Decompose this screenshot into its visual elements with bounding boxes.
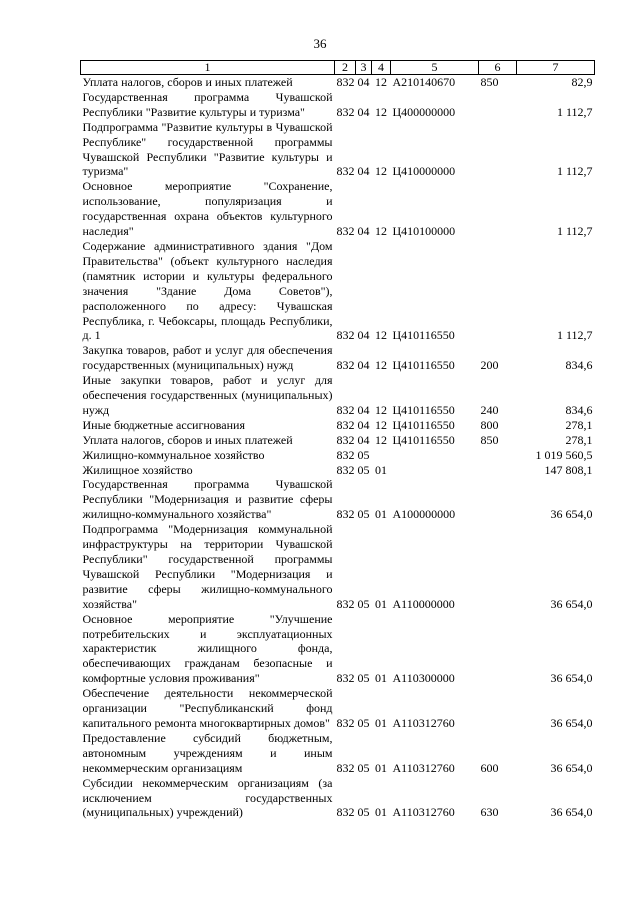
table-row xyxy=(81,179,595,239)
header-col-6: 6 xyxy=(479,61,517,75)
row-section-code: 05 xyxy=(357,596,370,611)
row-admin-code: 832 xyxy=(336,417,355,432)
row-name-cell: Иные закупки товаров, работ и услуг для обеспечения государственных (муниципальных) нужд xyxy=(82,373,333,417)
row-target-article: Ц410000000 xyxy=(392,164,456,179)
budget-table xyxy=(80,60,595,820)
row-section-code: 04 xyxy=(357,432,370,447)
row-expense-type: 200 xyxy=(480,358,499,373)
table-row xyxy=(81,448,595,463)
row-name-cell: Субсидии некоммерческим организациям (за исключением государственных (муниципальных) учреждений) xyxy=(82,775,333,820)
row-admin-code: 832 xyxy=(336,358,355,373)
row-name-cell: Основное мероприятие "Сохранение, использование, популяризация и государственная охрана объектов культурного наследия" xyxy=(82,179,333,239)
table-row xyxy=(81,612,595,687)
row-name-cell: Жилищно-коммунальное хозяйство xyxy=(82,447,265,462)
row-subsection-code: 12 xyxy=(375,75,387,89)
row-section-code: 05 xyxy=(357,671,370,686)
row-subsection-code: 12 xyxy=(375,358,387,373)
row-subsection-code: 01 xyxy=(375,760,387,775)
row-subsection-code: 01 xyxy=(375,715,387,730)
row-target-article: А110312760 xyxy=(392,805,455,820)
row-target-article: Ц410116550 xyxy=(392,417,455,432)
row-subsection-code: 12 xyxy=(375,224,387,239)
row-name-cell: Подпрограмма "Развитие культуры в Чувашской Республике" государственной программы Чувашской Республики "Развитие культуры и туризма" xyxy=(82,119,333,179)
row-target-article: Ц410116550 xyxy=(392,402,455,417)
table-row xyxy=(81,686,595,731)
table-row xyxy=(81,75,595,90)
row-admin-code: 832 xyxy=(336,224,355,239)
row-name-cell: Основное мероприятие "Улучшение потребительских и эксплуатационных характеристик жилищного фонда, обеспечивающих гражданам безопасные и комфортные условия проживания" xyxy=(82,611,333,686)
row-expense-type xyxy=(479,179,517,239)
row-target-article: А110312760 xyxy=(392,715,455,730)
row-admin-code: 832 xyxy=(336,75,355,89)
table-row xyxy=(81,90,595,120)
row-target-article: Ц410116550 xyxy=(392,358,455,373)
row-name-cell: Государственная программа Чувашской Республики "Развитие культуры и туризма" xyxy=(82,89,333,119)
row-name-cell: Государственная программа Чувашской Республики "Модернизация и развитие сферы жилищно-коммунального хозяйства" xyxy=(82,477,333,522)
header-col-1: 1 xyxy=(81,61,335,75)
row-admin-code: 832 xyxy=(336,462,355,477)
row-admin-code: 832 xyxy=(336,432,355,447)
row-target-article: Ц400000000 xyxy=(392,104,456,119)
row-amount: 1 019 560,5 xyxy=(535,447,593,462)
row-admin-code: 832 xyxy=(336,671,355,686)
row-admin-code: 832 xyxy=(336,447,355,462)
row-name-cell: Иные бюджетные ассигнования xyxy=(82,417,245,432)
row-amount: 1 112,7 xyxy=(556,328,593,343)
row-target-article: Ц410116550 xyxy=(392,432,455,447)
row-section-code: 04 xyxy=(357,417,370,432)
page-number: 36 xyxy=(313,36,327,51)
row-section-code: 04 xyxy=(357,104,370,119)
row-subsection-code: 01 xyxy=(375,462,387,477)
row-name-cell: Уплата налогов, сборов и иных платежей xyxy=(82,75,293,89)
row-section-code: 05 xyxy=(357,715,370,730)
row-target-article: Ц410116550 xyxy=(392,328,455,343)
row-subsection-code: 01 xyxy=(375,507,387,522)
row-subsection-code: 12 xyxy=(375,417,387,432)
row-subsection-code: 12 xyxy=(375,328,387,343)
row-section-code: 05 xyxy=(357,507,370,522)
table-header-row xyxy=(81,61,595,75)
table-body xyxy=(81,75,595,821)
row-admin-code: 832 xyxy=(336,507,355,522)
row-admin-code: 832 xyxy=(336,164,355,179)
row-expense-type: 850 xyxy=(480,75,499,89)
row-admin-code: 832 xyxy=(336,402,355,417)
table-row xyxy=(81,776,595,821)
row-amount: 278,1 xyxy=(565,417,593,432)
row-subsection-code: 12 xyxy=(375,402,387,417)
row-section-code: 05 xyxy=(357,447,370,462)
row-section-code: 04 xyxy=(357,224,370,239)
row-expense-type: 800 xyxy=(480,417,499,432)
row-expense-type: 630 xyxy=(480,805,499,820)
row-amount: 834,6 xyxy=(565,402,593,417)
table-row xyxy=(81,239,595,343)
header-col-3: 3 xyxy=(356,61,372,75)
row-target-article: А110300000 xyxy=(392,671,455,686)
row-name-cell: Закупка товаров, работ и услуг для обеспечения государственных (муниципальных) нужд xyxy=(82,343,333,373)
row-amount: 36 654,0 xyxy=(550,760,593,775)
row-target-article: А210140670 xyxy=(392,75,456,89)
table-row xyxy=(81,373,595,418)
row-amount: 1 112,7 xyxy=(556,224,593,239)
row-expense-type xyxy=(479,239,517,343)
row-expense-type xyxy=(479,686,517,731)
row-expense-type xyxy=(479,448,517,463)
row-expense-type xyxy=(479,477,517,522)
row-target-article: Ц410100000 xyxy=(392,224,456,239)
row-amount: 82,9 xyxy=(571,75,593,89)
row-expense-type xyxy=(479,612,517,687)
row-expense-type xyxy=(479,463,517,478)
row-admin-code: 832 xyxy=(336,328,355,343)
row-target-article: А100000000 xyxy=(392,507,456,522)
table-row xyxy=(81,433,595,448)
row-subsection-code: 01 xyxy=(375,671,387,686)
row-subsection-code: 12 xyxy=(375,432,387,447)
row-section-code: 04 xyxy=(357,358,370,373)
row-subsection-code: 01 xyxy=(375,596,387,611)
header-col-5: 5 xyxy=(391,61,479,75)
row-section-code: 05 xyxy=(357,760,370,775)
row-expense-type xyxy=(479,522,517,611)
row-subsection-code xyxy=(372,448,391,463)
row-target-article: А110000000 xyxy=(392,596,455,611)
row-admin-code: 832 xyxy=(336,805,355,820)
row-section-code: 04 xyxy=(357,164,370,179)
row-section-code: 05 xyxy=(357,462,370,477)
row-section-code: 05 xyxy=(357,805,370,820)
row-amount: 278,1 xyxy=(565,432,593,447)
header-col-4: 4 xyxy=(372,61,391,75)
row-admin-code: 832 xyxy=(336,715,355,730)
table-row xyxy=(81,477,595,522)
row-amount: 36 654,0 xyxy=(550,507,593,522)
row-amount: 36 654,0 xyxy=(550,715,593,730)
table-row xyxy=(81,522,595,611)
row-section-code: 04 xyxy=(357,328,370,343)
row-target-article xyxy=(391,448,479,463)
row-name-cell: Содержание административного здания "Дом Правительства" (объект культурного наследия (памятник истории и культуры федерального значения "Здание Дома Советов"), расположенного по адресу: Чувашская Республика, г. Чебоксары, площадь Республики, д. 1 xyxy=(82,238,333,343)
table-row xyxy=(81,343,595,373)
row-expense-type: 240 xyxy=(480,402,499,417)
row-expense-type: 600 xyxy=(480,760,499,775)
table-row xyxy=(81,120,595,180)
row-admin-code: 832 xyxy=(336,104,355,119)
row-amount: 1 112,7 xyxy=(556,164,593,179)
header-col-2: 2 xyxy=(335,61,356,75)
row-amount: 36 654,0 xyxy=(550,596,593,611)
row-amount: 834,6 xyxy=(565,358,593,373)
row-target-article: А110312760 xyxy=(392,760,455,775)
row-name-cell: Уплата налогов, сборов и иных платежей xyxy=(82,432,293,447)
row-section-code: 04 xyxy=(357,75,370,89)
row-name-cell: Обеспечение деятельности некоммерческой организации "Республиканский фонд капитального ремонта многоквартирных домов" xyxy=(82,686,333,730)
row-section-code: 04 xyxy=(357,402,370,417)
row-amount: 36 654,0 xyxy=(550,671,593,686)
table-row xyxy=(81,731,595,776)
row-subsection-code: 12 xyxy=(375,164,387,179)
row-admin-code: 832 xyxy=(336,596,355,611)
row-expense-type xyxy=(479,90,517,120)
table-row xyxy=(81,418,595,433)
row-admin-code: 832 xyxy=(336,760,355,775)
row-target-article xyxy=(391,463,479,478)
row-amount: 36 654,0 xyxy=(550,805,593,820)
row-amount: 1 112,7 xyxy=(556,104,593,119)
row-name-cell: Предоставление субсидий бюджетным, автономным учреждениям и иным некоммерческим организациям xyxy=(82,730,333,775)
table-row xyxy=(81,463,595,478)
row-name-cell: Жилищное хозяйство xyxy=(82,462,193,477)
header-col-7: 7 xyxy=(517,61,595,75)
row-subsection-code: 01 xyxy=(375,805,387,820)
row-expense-type: 850 xyxy=(480,432,499,447)
row-subsection-code: 12 xyxy=(375,104,387,119)
row-amount: 147 808,1 xyxy=(544,462,593,477)
row-expense-type xyxy=(479,120,517,180)
row-name-cell: Подпрограмма "Модернизация коммунальной инфраструктуры на территории Чувашской Республики" государственной программы Чувашской Республики "Модернизация и развитие сферы жилищно-коммунального хозяйства" xyxy=(82,522,333,611)
